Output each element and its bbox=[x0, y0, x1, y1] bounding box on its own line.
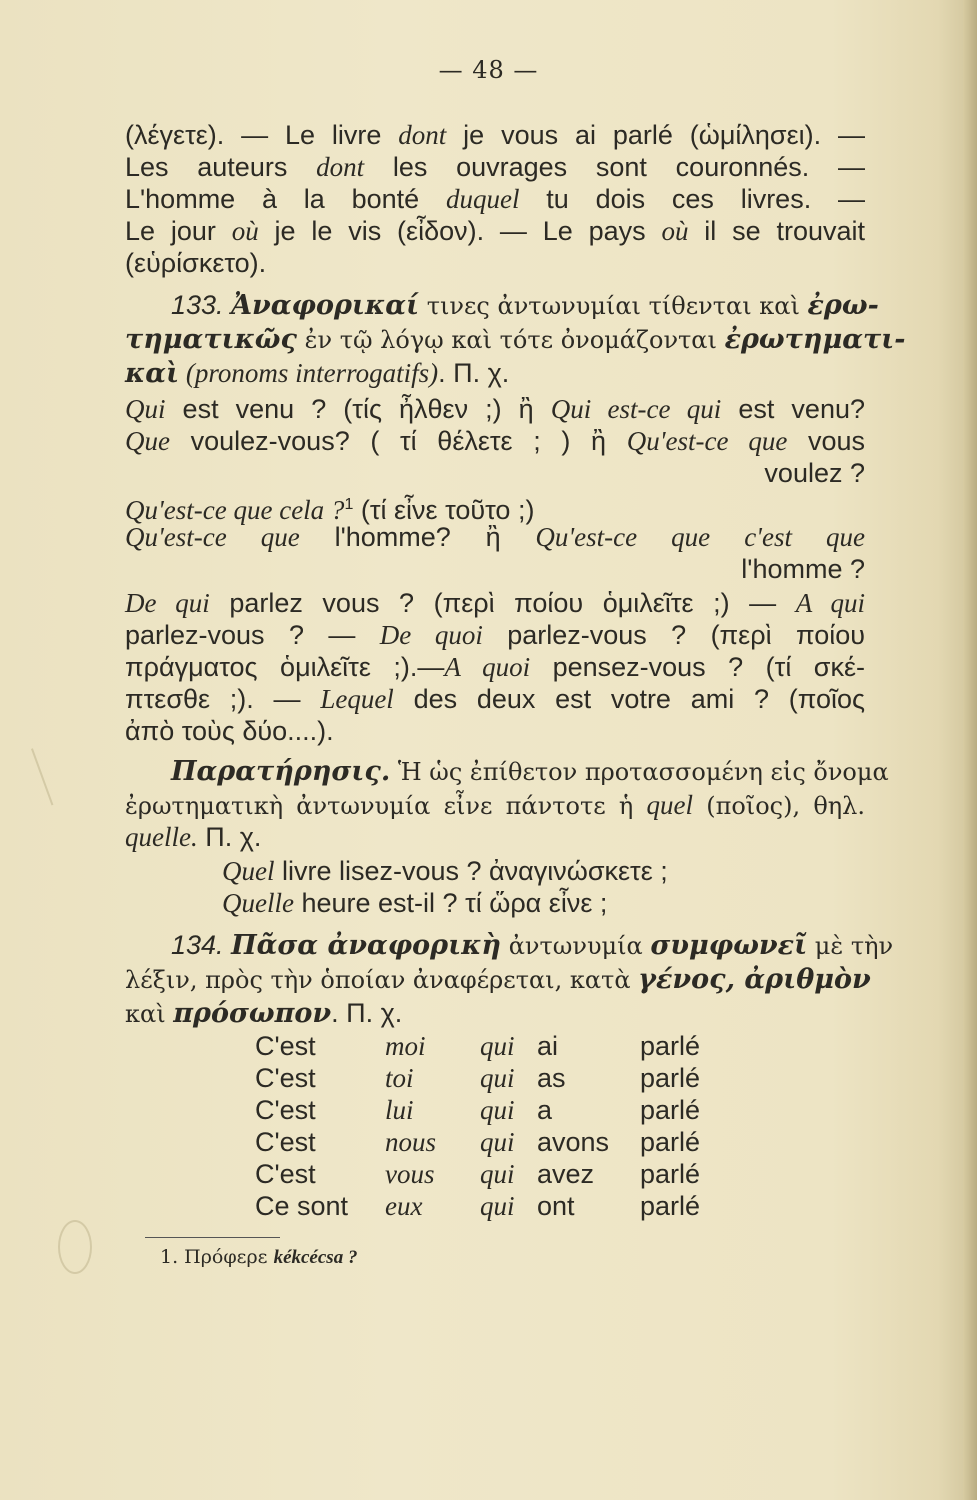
table-row: Ce sont eux qui ont parlé bbox=[255, 1191, 701, 1221]
section-133-heading: 133. Ἀναφορικαί τινες ἀντωνυμίαι τίθενται καὶ ἐρω- bbox=[171, 290, 879, 321]
table-row: C'est vous qui avez parlé bbox=[255, 1159, 701, 1189]
text-line: voulez ? bbox=[764, 458, 865, 488]
table-row: C'est nous qui avons parlé bbox=[255, 1127, 701, 1157]
text-line: λέξιν, πρὸς τὴν ὁποίαν ἀναφέρεται, κατὰ γένος, ἀριθμὸν bbox=[125, 964, 871, 995]
text-line: (εὑρίσκετο). bbox=[125, 248, 267, 278]
text-line: (λέγετε). — Le livre dont je vous ai parlé (ὡμίλησει). — bbox=[125, 120, 865, 150]
table-row: C'est moi qui ai parlé bbox=[255, 1031, 701, 1061]
example-line: Quel livre lisez-vous ? ἀναγινώσκετε ; bbox=[222, 856, 668, 886]
footnote-rule bbox=[145, 1237, 280, 1238]
text-line: parlez-vous ? — De quoi parlez-vous ? (περὶ ποίου bbox=[125, 620, 865, 650]
text-line: καὶ πρόσωπον. Π. χ. bbox=[125, 998, 403, 1029]
text-line: Les auteurs dont les ouvrages sont couronnés. — bbox=[125, 152, 866, 182]
page-edge bbox=[963, 0, 977, 1500]
text-line: ἐρωτηματικὴ ἀντωνυμία εἶνε πάντοτε ἡ quel (ποῖος), θηλ. bbox=[125, 790, 865, 820]
table-row: C'est toi qui as parlé bbox=[255, 1063, 701, 1093]
section-number: 133. bbox=[171, 290, 224, 320]
text-line: L'homme à la bonté duquel tu dois ces livres. — bbox=[125, 184, 865, 214]
pencil-mark bbox=[58, 1220, 92, 1274]
text-line: πράγματος ὁμιλεῖτε ;).—A quoi pensez-vous ? (τί σκέ- bbox=[125, 652, 865, 682]
text-line: quelle. Π. χ. bbox=[125, 822, 262, 852]
text-line: Qui est venu ? (τίς ἦλθεν ;) ἢ Qui est-ce qui est venu? bbox=[125, 394, 865, 424]
text-line: ἀπὸ τοὺς δύο....). bbox=[125, 716, 334, 746]
text-line: Qu'est-ce que l'homme? ἢ Qu'est-ce que c'est que bbox=[125, 522, 865, 552]
remark-paragraph: Παρατήρησις. Ἡ ὡς ἐπίθετον προτασσομένη εἰς ὄνομα bbox=[171, 756, 889, 787]
text-line: De qui parlez vous ? (περὶ ποίου ὁμιλεῖτε ;) — A qui bbox=[125, 588, 866, 618]
text-line: καὶ (pronoms interrogatifs). Π. χ. bbox=[125, 358, 510, 389]
text-line: Qu'est-ce que cela ?$^1$ (τί εἶνε τοῦτο ;) bbox=[125, 495, 535, 525]
footnote-ref: 1 bbox=[344, 496, 354, 513]
text-line: πτεσθε ;). — Lequel des deux est votre ami ? (ποῖος bbox=[125, 684, 866, 714]
footnote: 1. Πρόφερε kékcécsa ? bbox=[160, 1246, 358, 1268]
section-134-heading: 134. Πᾶσα ἀναφορικὴ ἀντωνυμία συμφωνεῖ μὲ τὴν bbox=[171, 930, 894, 961]
example-line: Quelle heure est-il ? τί ὥρα εἶνε ; bbox=[222, 888, 608, 918]
text-line: Le jour où je le vis (εἶδον). — Le pays où il se trouvait bbox=[125, 216, 866, 246]
section-number: 134. bbox=[171, 930, 224, 960]
text-line: τηματικῶς ἐν τῷ λόγῳ καὶ τότε ὀνομάζονται ἐρωτηματι- bbox=[125, 324, 906, 355]
text-line: Que voulez-vous? ( τί θέλετε ; ) ἢ Qu'est-ce que vous bbox=[125, 426, 865, 456]
text-line: l'homme ? bbox=[741, 554, 865, 584]
page-number: — 48 — bbox=[438, 56, 539, 84]
table-row: C'est lui qui a parlé bbox=[255, 1095, 701, 1125]
remark-label: Παρατήρησις. bbox=[171, 756, 391, 787]
